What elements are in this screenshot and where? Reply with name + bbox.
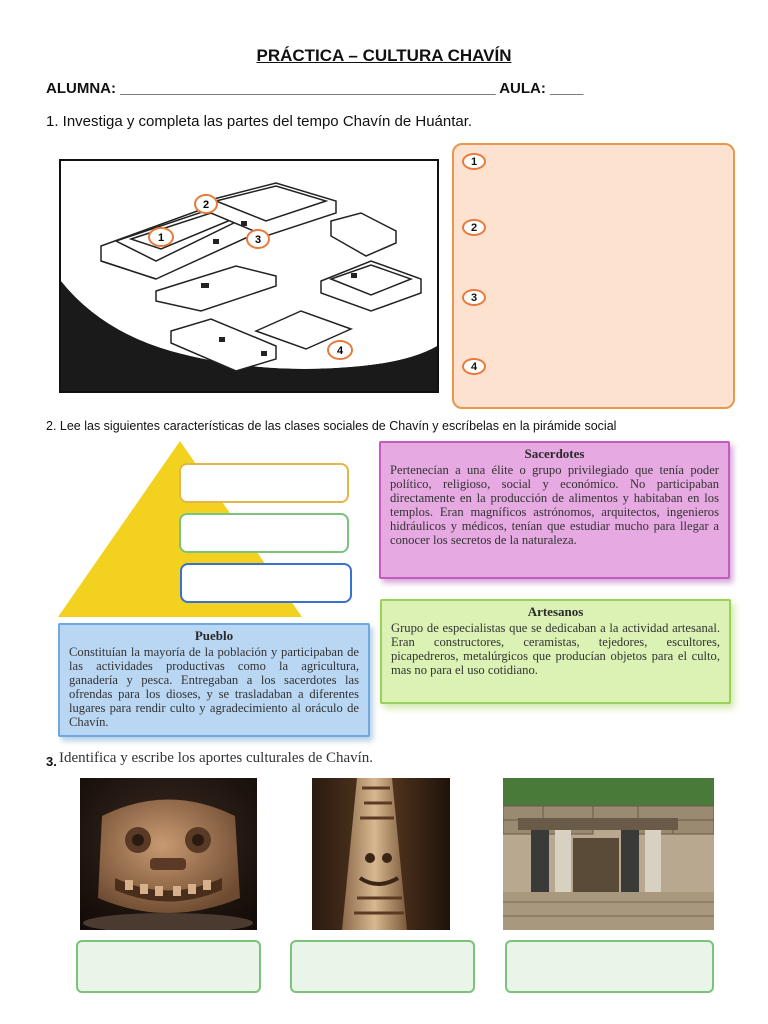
- diagram-label-4: 4: [336, 345, 344, 357]
- photo-stone-head: [80, 778, 257, 930]
- aula-label: AULA:: [499, 80, 546, 97]
- answer-number-1: 1: [462, 153, 486, 170]
- artesanos-text: Grupo de especialistas que se dedicaban a la actividad artesanal. Eran constructores, ceramistas, tejedores, escultores, picapedreros, metalúrgicos que producían objetos para el culto, mas no para el uso cotidiano.: [391, 621, 720, 677]
- pyramid-box-top[interactable]: [179, 463, 349, 503]
- temple-drawing: [61, 161, 437, 391]
- answer-box-2[interactable]: [290, 940, 475, 993]
- alumna-field[interactable]: _____________________________________________: [120, 80, 496, 97]
- answer-box-1[interactable]: [76, 940, 261, 993]
- temple-diagram: [59, 159, 439, 393]
- sacerdotes-heading: Sacerdotes: [524, 446, 585, 461]
- pueblo-heading: Pueblo: [194, 628, 234, 643]
- pueblo-box: [58, 623, 370, 737]
- diagram-label-2: 2: [202, 199, 210, 211]
- pyramid-box-bottom[interactable]: [180, 563, 352, 603]
- alumna-label: ALUMNA:: [46, 80, 116, 97]
- page-title: PRÁCTICA – CULTURA CHAVÍN: [256, 46, 512, 65]
- question-2-text: 2. Lee las siguientes características de las clases sociales de Chavín y escríbelas en la pirámide social: [46, 419, 617, 433]
- student-line: [46, 80, 583, 97]
- question-1-text: 1. Investiga y completa las partes del tempo Chavín de Huántar.: [46, 113, 473, 130]
- answer-number-4: 4: [462, 358, 486, 375]
- photo-lanzon: [312, 778, 450, 930]
- question-3-text: Identifica y escribe los aportes culturales de Chavín.: [59, 750, 374, 766]
- artesanos-heading: Artesanos: [527, 604, 584, 619]
- answer-number-2: 2: [462, 219, 486, 236]
- aula-field[interactable]: ____: [550, 80, 584, 97]
- pyramid-box-middle[interactable]: [179, 513, 349, 553]
- pueblo-text: Constituían la mayoría de la población y participaban de las actividades productivas como la agricultura, ganadería y pesca. Entregaban a los sacerdotes las ofrendas para los dioses, y se trasladaban a diferentes lugares para rendir culto y agradecimiento al oráculo de Chavín.: [69, 645, 359, 729]
- answer-box-3[interactable]: [505, 940, 714, 993]
- answer-number-3: 3: [462, 289, 486, 306]
- sacerdotes-box: [379, 441, 730, 579]
- photo-black-white-portal: [503, 778, 714, 930]
- sacerdotes-text: Pertenecían a una élite o grupo privilegiado que tenía poder político, religioso, social y económico. No participaban directamente en la producción de alimentos y habitaban en los templos. Eran magníficos astrónomos, arquitectos, ingenieros hidráulicos y médicos, tenían que estudiar mucho para llegar a conocer los secretos de la naturaleza.: [390, 463, 719, 547]
- diagram-label-1: 1: [157, 232, 165, 244]
- artesanos-box: [380, 599, 731, 704]
- question-3-number: 3.: [46, 754, 57, 769]
- diagram-label-3: 3: [254, 234, 262, 246]
- temple-answer-panel[interactable]: [452, 143, 735, 409]
